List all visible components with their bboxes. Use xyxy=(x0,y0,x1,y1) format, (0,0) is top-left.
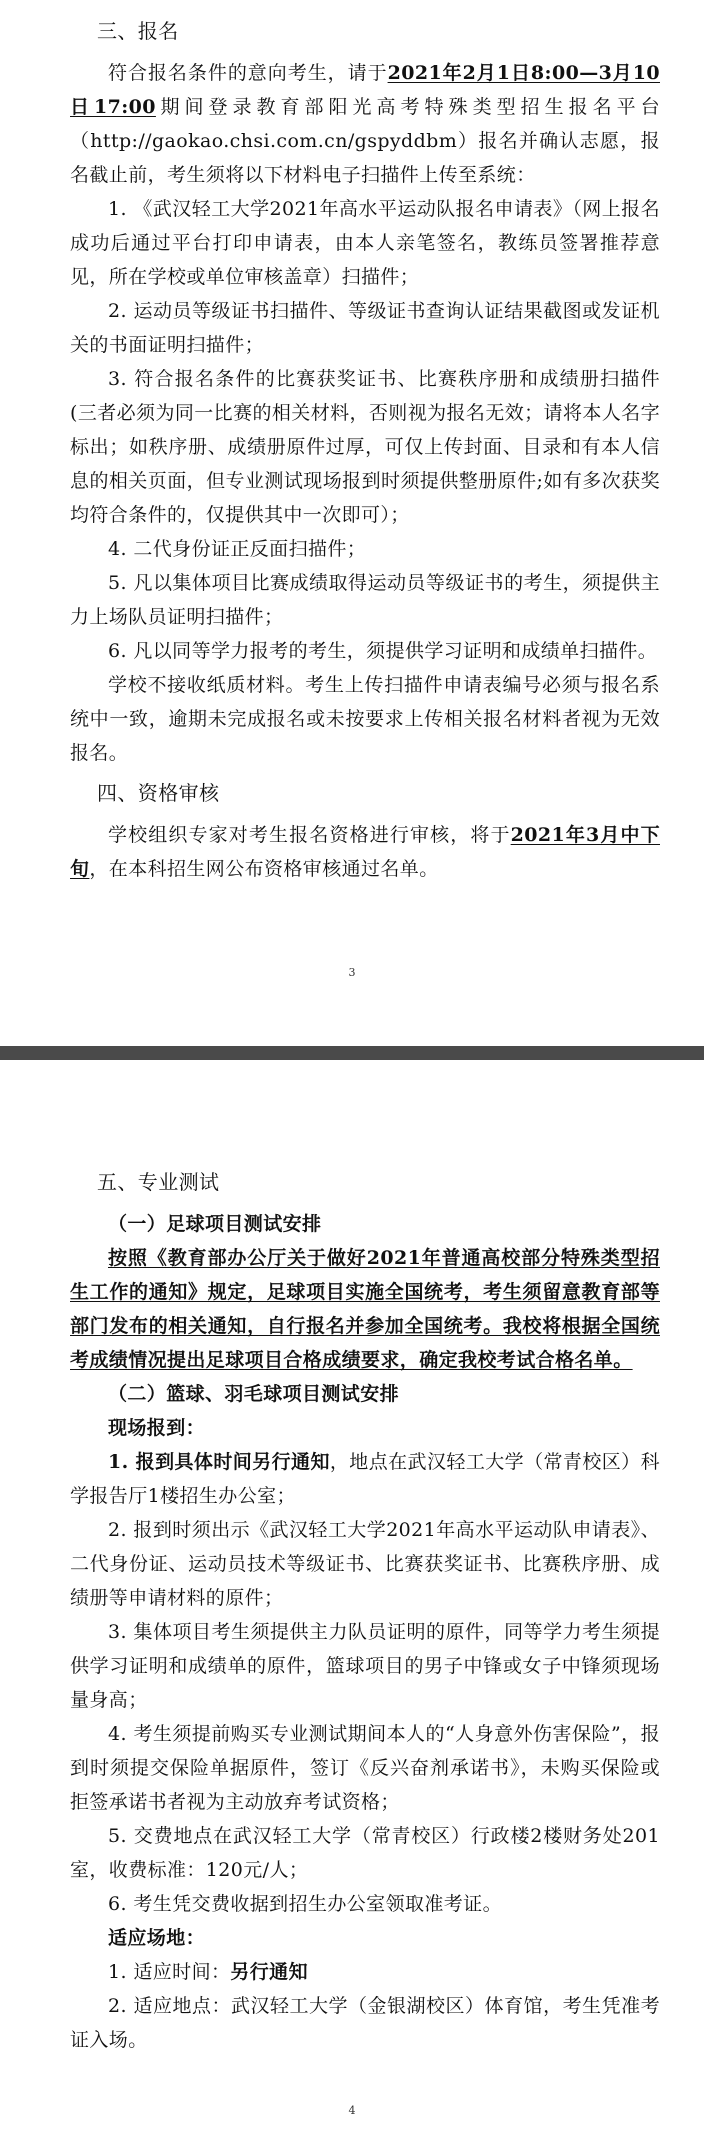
page-number: 3 xyxy=(348,966,356,979)
section-heading-test: 五、专业测试 xyxy=(97,1170,220,1194)
material-item-3: 3. 符合报名条件的比赛获奖证书、比赛秩序册和成绩册扫描件(三者必须为同一比赛的相关材料，否则视为报名无效；请将本人名字标出；如秩序册、成绩册原件过厚，可仅上传封面、目录和有本人信息的相关页面，但专业测试现场报到时须提供整册原件;如有多次获奖均符合条件的，仅提供其中一次即可）； xyxy=(70,368,660,526)
signup-period: 2021年2月1日8:00—3月10日17:00 xyxy=(70,62,660,118)
venue-heading: 适应场地： xyxy=(108,1927,206,1949)
checkin-item-3: 3. 集体项目考生须提供主力队员证明的原件，同等学力考生须提供学习证明和成绩单的原件，篮球项目的男子中锋或女子中锋须现场量身高； xyxy=(70,1621,660,1711)
basketball-heading: （二）篮球、羽毛球项目测试安排 xyxy=(108,1383,400,1405)
football-text: 按照《教育部办公厅关于做好2021年普通高校部分特殊类型招生工作的通知》规定，足球项目实施全国统考，考生须留意教育部等部门发布的相关通知，自行报名并参加全国统考。我校将根据全国统考成绩情况提出足球项目合格成绩要求，确定我校考试合格名单。 xyxy=(70,1247,660,1371)
material-item-5: 5. 凡以集体项目比赛成绩取得运动员等级证书的考生，须提供主力上场队员证明扫描件； xyxy=(70,572,660,628)
venue-time-value: 另行通知 xyxy=(230,1961,308,1983)
review-text xyxy=(70,818,660,886)
football-heading: （一）足球项目测试安排 xyxy=(108,1213,322,1235)
review-text-b: ，在本科招生网公布资格审核通过名单。 xyxy=(89,858,439,880)
section-heading-review: 四、资格审核 xyxy=(97,781,220,805)
checkin-item-1-bold: 1. 报到具体时间另行通知 xyxy=(108,1451,330,1473)
material-item-4: 4. 二代身份证正反面扫描件； xyxy=(108,538,367,560)
venue-place: 2. 适应地点：武汉轻工大学（金银湖校区）体育馆，考生凭准考证入场。 xyxy=(70,1995,660,2051)
material-item-1: 1. 《武汉轻工大学2021年高水平运动队报名申请表》（网上报名成功后通过平台打印申请表，由本人亲笔签名，教练员签署推荐意见，所在学校或单位审核盖章）扫描件； xyxy=(70,198,660,288)
checkin-item-1 xyxy=(70,1445,660,1513)
page-3-content xyxy=(70,14,660,886)
page-separator xyxy=(0,1046,704,1060)
checkin-item-6: 6. 考生凭交费收据到招生办公室领取准考证。 xyxy=(108,1893,502,1915)
signup-intro xyxy=(70,56,660,192)
checkin-item-2: 2. 报到时须出示《武汉轻工大学2021年高水平运动队申请表》、二代身份证、运动员技术等级证书、比赛获奖证书、比赛秩序册、成绩册等申请材料的原件； xyxy=(70,1519,660,1609)
section-heading-signup: 三、报名 xyxy=(97,19,179,43)
signup-intro-text-b: 期间登录教育部阳光高考特殊类型招生报名平台（http://gaokao.chsi.com.cn/gspyddbm）报名并确认志愿，报名截止前，考生须将以下材料电子扫描件上传至系统： xyxy=(70,96,660,186)
review-date: 2021年3月中下旬 xyxy=(70,824,660,880)
checkin-item-4: 4. 考生须提前购买专业测试期间本人的“人身意外伤害保险”，报到时须提交保险单据原件，签订《反兴奋剂承诺书》，未购买保险或拒签承诺书者视为主动放弃考试资格； xyxy=(70,1723,660,1813)
page-number: 4 xyxy=(348,2104,356,2117)
signup-notice: 学校不接收纸质材料。考生上传扫描件申请表编号必须与报名系统中一致，逾期未完成报名或未按要求上传相关报名材料者视为无效报名。 xyxy=(70,674,660,764)
material-item-6: 6. 凡以同等学力报考的考生，须提供学习证明和成绩单扫描件。 xyxy=(108,640,658,662)
review-text-a: 学校组织专家对考生报名资格进行审核，将于 xyxy=(108,824,511,846)
signup-intro-text-a: 符合报名条件的意向考生，请于 xyxy=(108,62,388,84)
document-page-4 xyxy=(0,1060,704,2130)
material-item-2: 2. 运动员等级证书扫描件、等级证书查询认证结果截图或发证机关的书面证明扫描件； xyxy=(70,300,660,356)
page-4-content xyxy=(70,1165,660,2057)
checkin-item-1-text: ，地点在武汉轻工大学（常青校区）科学报告厅1楼招生办公室； xyxy=(70,1451,660,1507)
checkin-heading: 现场报到： xyxy=(108,1417,206,1439)
venue-time xyxy=(70,1955,660,1989)
checkin-item-5: 5. 交费地点在武汉轻工大学（常青校区）行政楼2楼财务处201室，收费标准：120元/人； xyxy=(70,1825,660,1881)
venue-time-label: 1. 适应时间： xyxy=(108,1961,231,1983)
document-page-3 xyxy=(0,0,704,1046)
